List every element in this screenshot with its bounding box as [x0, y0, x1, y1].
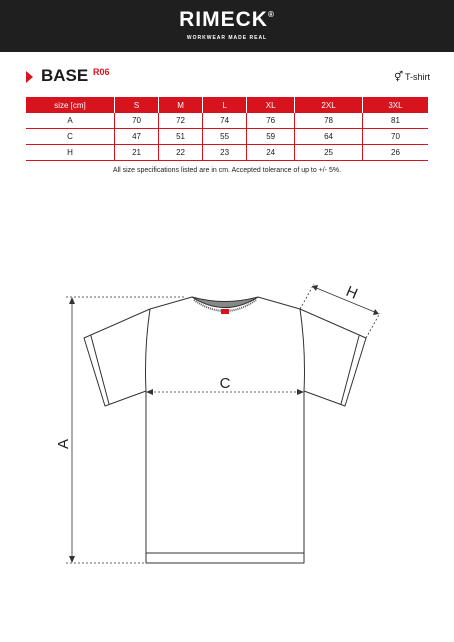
- table-cell: 70: [115, 113, 159, 129]
- table-cell: 76: [247, 113, 295, 129]
- table-cell: 81: [362, 113, 428, 129]
- header-cell: M: [159, 97, 203, 113]
- table-cell: H: [26, 145, 115, 161]
- product-code: R06: [93, 67, 110, 77]
- brand-tagline: WORKWEAR MADE REAL: [186, 35, 268, 41]
- header-cell: L: [203, 97, 247, 113]
- table-cell: 24: [247, 145, 295, 161]
- product-type: ⚥ T-shirt: [393, 72, 430, 83]
- label-c: C: [219, 375, 231, 392]
- unisex-gender-icon: ⚥: [393, 72, 403, 83]
- table-cell: 72: [159, 113, 203, 129]
- table-cell: 64: [295, 129, 363, 145]
- header-cell: 2XL: [295, 97, 363, 113]
- table-cell: 74: [203, 113, 247, 129]
- tolerance-note: All size specifications listed are in cm. Accepted tolerance of up to +/- 5%.: [112, 167, 342, 174]
- table-cell: 78: [295, 113, 363, 129]
- header-cell: 3XL: [362, 97, 428, 113]
- table-cell: 47: [115, 129, 159, 145]
- left-armhole-seam: [146, 309, 151, 391]
- header-cell: size [cm]: [26, 97, 115, 113]
- brand-logo: RIMECK®: [179, 8, 275, 31]
- table-cell: C: [26, 129, 115, 145]
- table-cell: 21: [115, 145, 159, 161]
- table-cell: 25: [295, 145, 363, 161]
- tshirt-outline: [84, 297, 366, 563]
- product-name: BASE: [41, 66, 89, 85]
- table-cell: 26: [362, 145, 428, 161]
- label-h: H: [343, 282, 361, 303]
- table-cell: 59: [247, 129, 295, 145]
- neck-label-icon: [221, 309, 229, 314]
- table-cell: 55: [203, 129, 247, 145]
- ribbed-collar: [192, 297, 258, 308]
- label-a: A: [55, 438, 72, 450]
- table-cell: 70: [362, 129, 428, 145]
- table-cell: 23: [203, 145, 247, 161]
- right-armhole-seam: [300, 309, 305, 391]
- table-cell: 22: [159, 145, 203, 161]
- header-cell: S: [115, 97, 159, 113]
- header-cell: XL: [247, 97, 295, 113]
- table-cell: 51: [159, 129, 203, 145]
- table-cell: A: [26, 113, 115, 129]
